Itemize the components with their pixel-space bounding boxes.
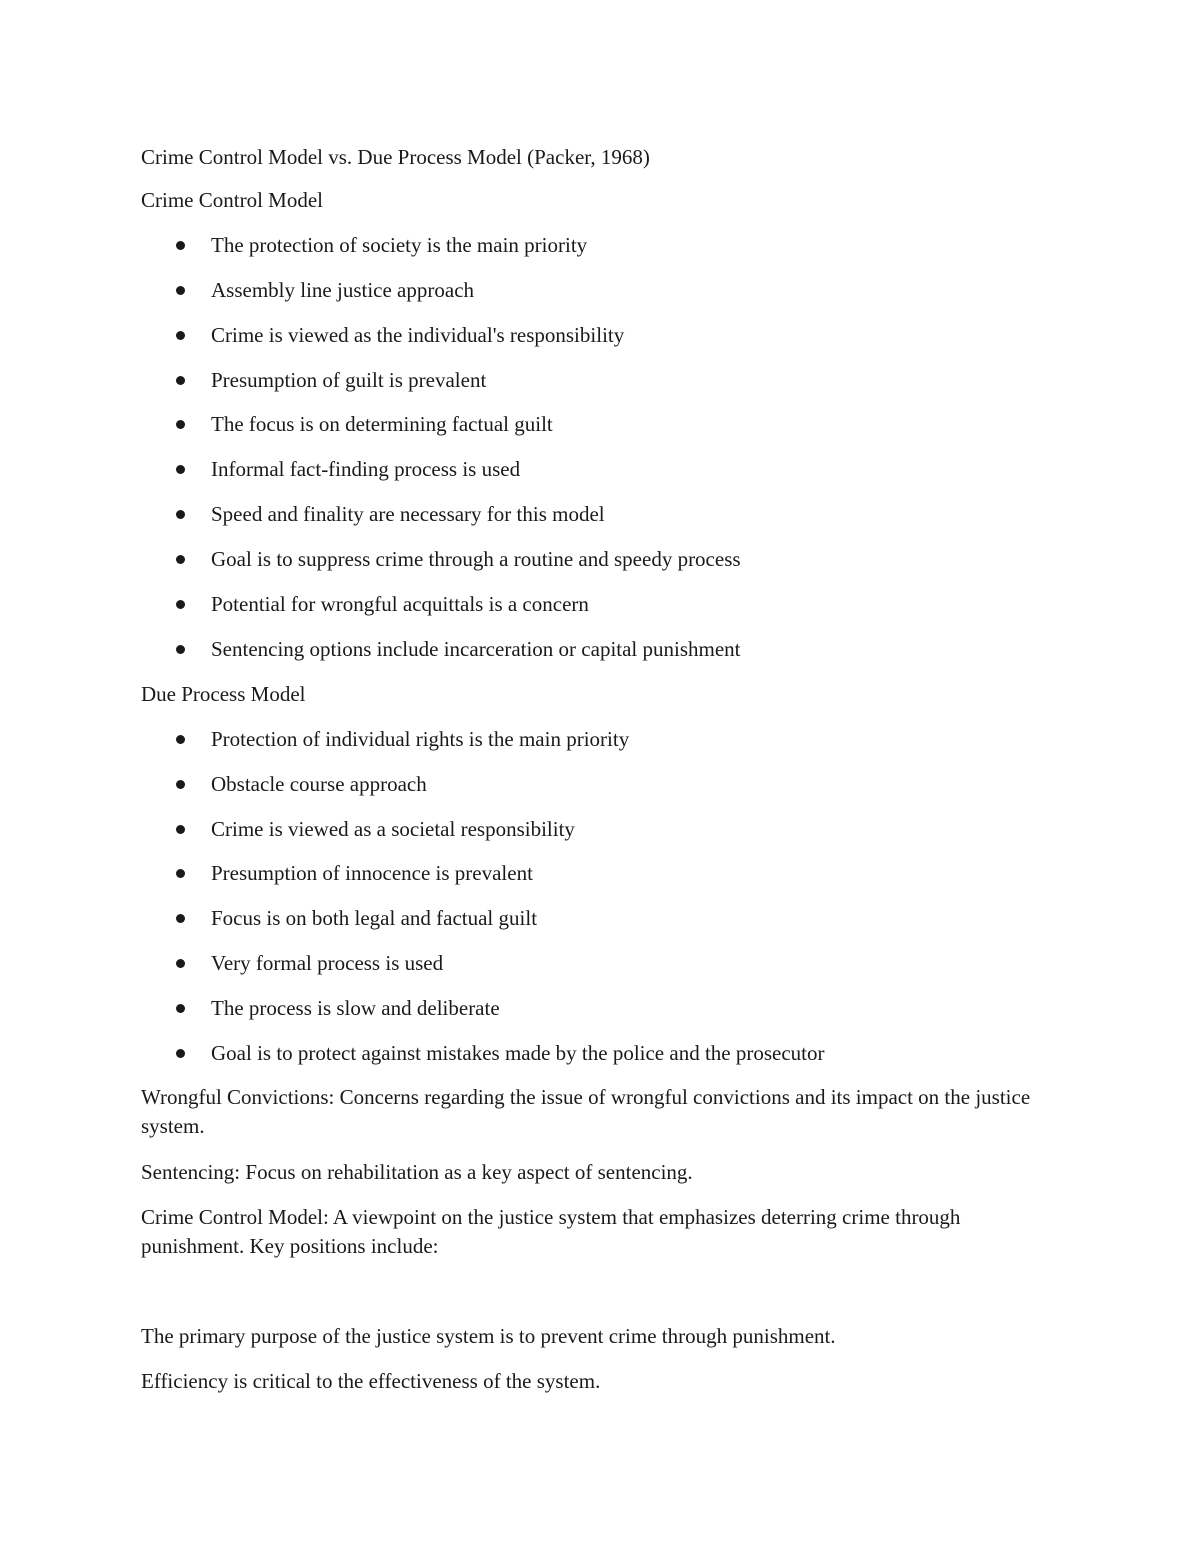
bullet-icon <box>176 420 185 429</box>
bullet-icon <box>176 241 185 250</box>
bullet-icon <box>176 914 185 923</box>
bullet-icon <box>176 959 185 968</box>
bullet-icon <box>176 600 185 609</box>
bullet-icon <box>176 780 185 789</box>
list-item-text: Focus is on both legal and factual guilt <box>211 906 538 930</box>
bullet-icon <box>176 1004 185 1013</box>
list-item-text: Assembly line justice approach <box>211 278 475 302</box>
list-item-text: Obstacle course approach <box>211 772 427 796</box>
bullet-icon <box>176 1049 185 1058</box>
bullet-icon <box>176 555 185 564</box>
bullet-icon <box>176 510 185 519</box>
bullet-icon <box>176 825 185 834</box>
document-title: Crime Control Model vs. Due Process Model (Packer, 1968) <box>141 145 650 169</box>
list-item-text: Very formal process is used <box>211 951 444 975</box>
list-item-text: Presumption of guilt is prevalent <box>211 368 487 392</box>
list-item-text: The protection of society is the main priority <box>211 233 588 257</box>
list-item-text: The focus is on determining factual guilt <box>211 412 553 436</box>
list-item-text: Informal fact-finding process is used <box>211 457 521 481</box>
bullet-icon <box>176 376 185 385</box>
list-item-text: Crime is viewed as the individual's responsibility <box>211 323 625 347</box>
wrongful-convictions-paragraph: Wrongful Convictions: Concerns regarding the issue of wrongful convictions and its impact on the justice system. <box>141 1085 1031 1138</box>
bullet-icon <box>176 286 185 295</box>
bullet-icon <box>176 645 185 654</box>
efficiency-paragraph: Efficiency is critical to the effectiveness of the system. <box>141 1369 601 1393</box>
crime-control-viewpoint-paragraph: Crime Control Model: A viewpoint on the justice system that emphasizes deterring crime through punishment. Key positions include: <box>141 1205 961 1258</box>
due-process-heading: Due Process Model <box>141 682 306 706</box>
list-item-text: Protection of individual rights is the main priority <box>211 727 630 751</box>
bullet-icon <box>176 465 185 474</box>
primary-purpose-paragraph: The primary purpose of the justice system is to prevent crime through punishment. <box>141 1324 836 1348</box>
sentencing-paragraph: Sentencing: Focus on rehabilitation as a key aspect of sentencing. <box>141 1160 693 1184</box>
list-item-text: Crime is viewed as a societal responsibility <box>211 817 575 841</box>
bullet-icon <box>176 735 185 744</box>
list-item-text: Goal is to protect against mistakes made by the police and the prosecutor <box>211 1041 825 1065</box>
list-item-text: Sentencing options include incarceration or capital punishment <box>211 637 741 661</box>
bullet-icon <box>176 869 185 878</box>
list-item-text: The process is slow and deliberate <box>211 996 500 1020</box>
list-item-text: Goal is to suppress crime through a routine and speedy process <box>211 547 741 571</box>
list-item-text: Presumption of innocence is prevalent <box>211 861 533 885</box>
list-item-text: Speed and finality are necessary for this model <box>211 502 605 526</box>
crime-control-heading: Crime Control Model <box>141 188 323 212</box>
bullet-icon <box>176 331 185 340</box>
list-item-text: Potential for wrongful acquittals is a concern <box>211 592 589 616</box>
